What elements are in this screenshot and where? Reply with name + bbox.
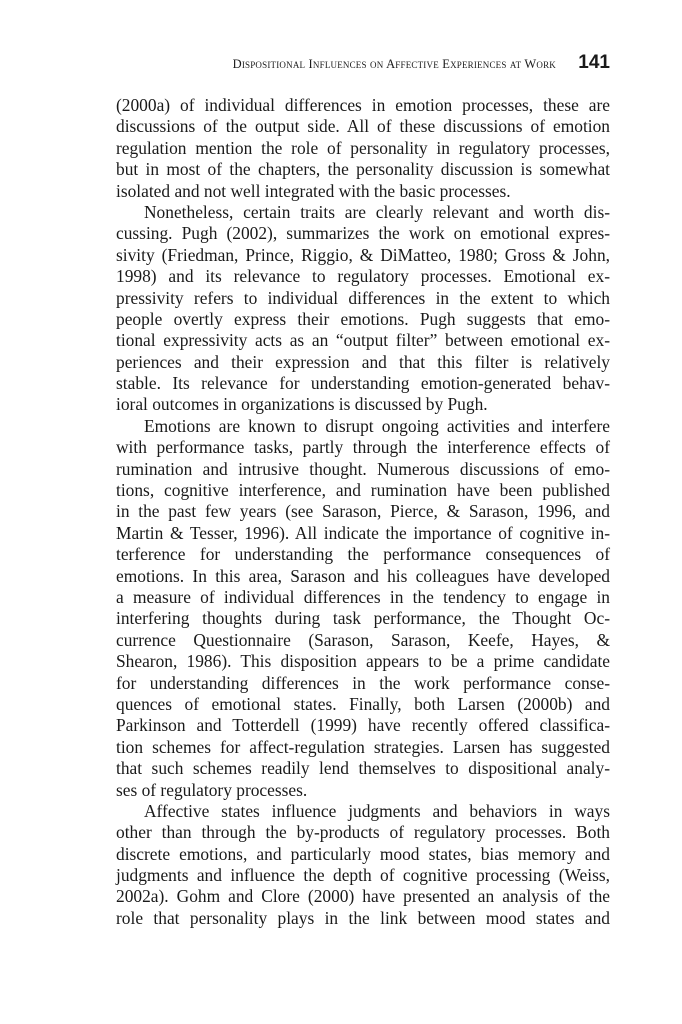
running-title: Dispositional Influences on Affective Experiences at Work <box>232 57 556 71</box>
text-line: 2002a). Gohm and Clore (2000) have presented an analysis of the <box>116 886 610 907</box>
text-line: stable. Its relevance for understanding emotion-generated behav- <box>116 373 610 394</box>
text-line: Shearon, 1986). This disposition appears to be a prime candidate <box>116 651 610 672</box>
text-line: that such schemes readily lend themselves to dispositional analy- <box>116 758 610 779</box>
running-head <box>116 52 610 78</box>
text-line: Parkinson and Totterdell (1999) have recently offered classifica- <box>116 715 610 736</box>
text-line: quences of emotional states. Finally, both Larsen (2000b) and <box>116 693 610 714</box>
text-line: people overtly express their emotions. Pugh suggests that emo- <box>116 308 610 329</box>
text-line: sivity (Friedman, Prince, Riggio, & DiMatteo, 1980; Gross & John, <box>116 244 610 265</box>
text-line: tion schemes for affect-regulation strategies. Larsen has suggested <box>116 736 610 757</box>
text-line: ses of regulatory processes. <box>116 779 308 800</box>
text-line: tional expressivity acts as an “output filter” between emotional ex- <box>116 330 610 351</box>
text-line: cussing. Pugh (2002), summarizes the work on emotional expres- <box>116 223 610 244</box>
text-line: discrete emotions, and particularly mood states, bias memory and <box>116 843 610 864</box>
page-number: 141 <box>578 52 610 73</box>
text-line: pressivity refers to individual differences in the extent to which <box>116 287 610 308</box>
text-line: 1998) and its relevance to regulatory processes. Emotional ex- <box>116 266 610 287</box>
text-line: but in most of the chapters, the personality discussion is somewhat <box>116 159 610 180</box>
text-line: in the past few years (see Sarason, Pierce, & Sarason, 1996, and <box>116 501 610 522</box>
text-line: ioral outcomes in organizations is discussed by Pugh. <box>116 394 488 415</box>
text-line: currence Questionnaire (Sarason, Sarason, Keefe, Hayes, & <box>116 629 610 650</box>
body-text <box>116 95 610 929</box>
text-line: with performance tasks, partly through the interference effects of <box>116 437 610 458</box>
text-line: other than through the by-products of regulatory processes. Both <box>116 822 610 843</box>
text-line: (2000a) of individual differences in emotion processes, these are <box>116 95 610 115</box>
text-line: tions, cognitive interference, and rumination have been published <box>116 480 610 501</box>
text-line: a measure of individual differences in the tendency to engage in <box>116 586 610 607</box>
text-line: Martin & Tesser, 1996). All indicate the importance of cognitive in- <box>116 522 610 543</box>
text-line: emotions. In this area, Sarason and his colleagues have developed <box>116 565 610 586</box>
text-line: Nonetheless, certain traits are clearly relevant and worth dis- <box>144 201 610 222</box>
text-line: terference for understanding the performance consequences of <box>116 544 610 565</box>
text-line: discussions of the output side. All of these discussions of emotion <box>116 116 610 137</box>
text-line: role that personality plays in the link between mood states and <box>116 907 610 928</box>
text-line: judgments and influence the depth of cognitive processing (Weiss, <box>116 865 610 886</box>
text-line: Affective states influence judgments and behaviors in ways <box>144 800 610 821</box>
text-line: isolated and not well integrated with the basic processes. <box>116 180 511 201</box>
text-line: interfering thoughts during task performance, the Thought Oc- <box>116 608 610 629</box>
text-line: regulation mention the role of personality in regulatory processes, <box>116 137 610 158</box>
text-line: for understanding differences in the work performance conse- <box>116 672 610 693</box>
text-line: rumination and intrusive thought. Numerous discussions of emo- <box>116 458 610 479</box>
text-line: periences and their expression and that this filter is relatively <box>116 351 610 372</box>
text-line: Emotions are known to disrupt ongoing activities and interfere <box>144 415 610 436</box>
